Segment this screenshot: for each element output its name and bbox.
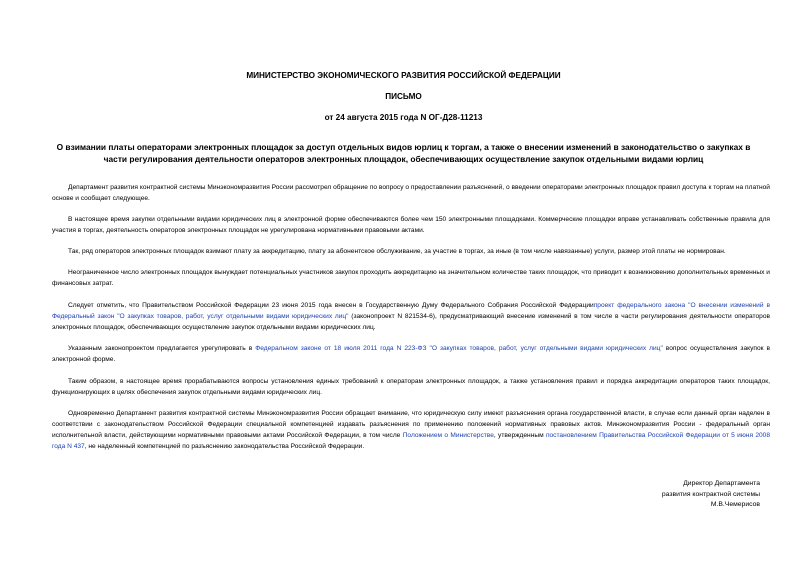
body-paragraph-7: Таким образом, в настоящее время прорабатываются вопросы установления единых требований к операторам электронных площадок, а также установления правил и порядка аккредитации операторов таких площадок, функционирующих в целях обеспечения закупок отдельными видами юридических лиц. — [52, 378, 770, 396]
document-date-number: от 24 августа 2015 года N ОГ-Д28-11213 — [324, 113, 483, 122]
ministry-title: МИНИСТЕРСТВО ЭКОНОМИЧЕСКОГО РАЗВИТИЯ РОССИЙСКОЙ ФЕДЕРАЦИИ — [246, 71, 561, 80]
signature-position: Директор Департамента — [683, 480, 760, 487]
paragraph-text: вопрос осуществления закупок в электронной форме. — [52, 345, 770, 363]
body-paragraph-6 — [52, 343, 770, 365]
paragraph-text: (законопроект N 821534-6), предусматривающий внесение изменений в том числе в части регулирования деятельности операторов электронных площадок, обеспечивающих осуществление закупок отдельными видами юридических лиц. — [52, 313, 770, 331]
ministry-regulation-link[interactable]: Положением о Министерстве — [402, 432, 494, 439]
body-paragraph-8 — [52, 408, 770, 452]
body-paragraph-3: Так, ряд операторов электронных площадок взимают плату за аккредитацию, плату за абонентское обслуживание, за участие в торгах, за иные (в том числе навязанные) услуги, размер этой платы не нормирован. — [68, 248, 726, 255]
body-paragraph-4: Неограниченное число электронных площадок вынуждает потенциальных участников закупок проходить аккредитацию на значительном количестве таких площадок, что приводит к возникновению дополнительных временных и финансовых затрат. — [52, 269, 770, 287]
federal-law-223-link[interactable]: Федеральном законе от 18 июля 2011 года N 223-ФЗ "О закупках товаров, работ, услуг отдельными видами юридических лиц" — [255, 345, 663, 352]
paragraph-text: , утвержденным — [493, 432, 546, 439]
body-paragraph-5 — [52, 300, 770, 333]
signature-block — [560, 479, 760, 511]
paragraph-text: Указанным законопроектом предлагается урегулировать в — [68, 345, 256, 352]
body-paragraph-1: Департамент развития контрактной системы Минэкономразвития России рассмотрел обращение по вопросу о предоставлении разъяснений, о введении операторами электронных площадок правил доступа к торгам на платной основе и сообщает следующее. — [52, 184, 770, 202]
body-paragraph-2: В настоящее время закупки отдельными видами юридических лиц в электронной форме обеспечиваются более чем 150 электронными площадками. Коммерческие площадки вправе устанавливать собственные правила для участия в торгах, деятельность операторов электронных площадок не урегулирована нормативными правовыми актами. — [52, 216, 770, 234]
paragraph-text: , не наделенный компетенцией по разъяснению законодательства Российской Федерации. — [84, 443, 365, 450]
document-type: ПИСЬМО — [385, 92, 422, 101]
signature-department: развития контрактной системы — [661, 490, 760, 498]
government-resolution-link[interactable]: постановлением Правительства Российской Федерации от 5 июня 2008 года N 437 — [52, 432, 771, 450]
signature-name: М.В.Чемерисов — [710, 501, 760, 508]
document-subject: О взимании платы операторами электронных площадок за доступ отдельных видов юрлиц к торгам, а также о внесении изменений в законодательство о закупках в части регулирования деятельности операторов электронных площадок, обеспечивающих осуществление закупок отдельными видами юрлиц — [56, 142, 751, 164]
paragraph-text: Следует отметить, что Правительством Российской Федерации 23 июня 2015 года внесен в Государственную Думу Федерального Собрания Российской Федерации — [68, 302, 594, 309]
draft-law-link[interactable]: проект федерального закона "О внесении изменений в Федеральный закон "О закупках товаров, работ, услуг отдельными видами юридических лиц" — [52, 302, 770, 320]
paragraph-text: Одновременно Департамент развития контрактной системы Минэкономразвития России обращает внимание, что юридическую силу имеют разъяснения органа государственной власти, в случае если данный орган наделен в соответствии с законодательством Российской Федерации специальной компетенцией издавать разъяснения по применению положений нормативных правовых актов. Минэкономразвития России - федеральный орган исполнительной власти, действующими нормативными правовыми актами Российской Федерации, в том числе — [52, 410, 770, 439]
